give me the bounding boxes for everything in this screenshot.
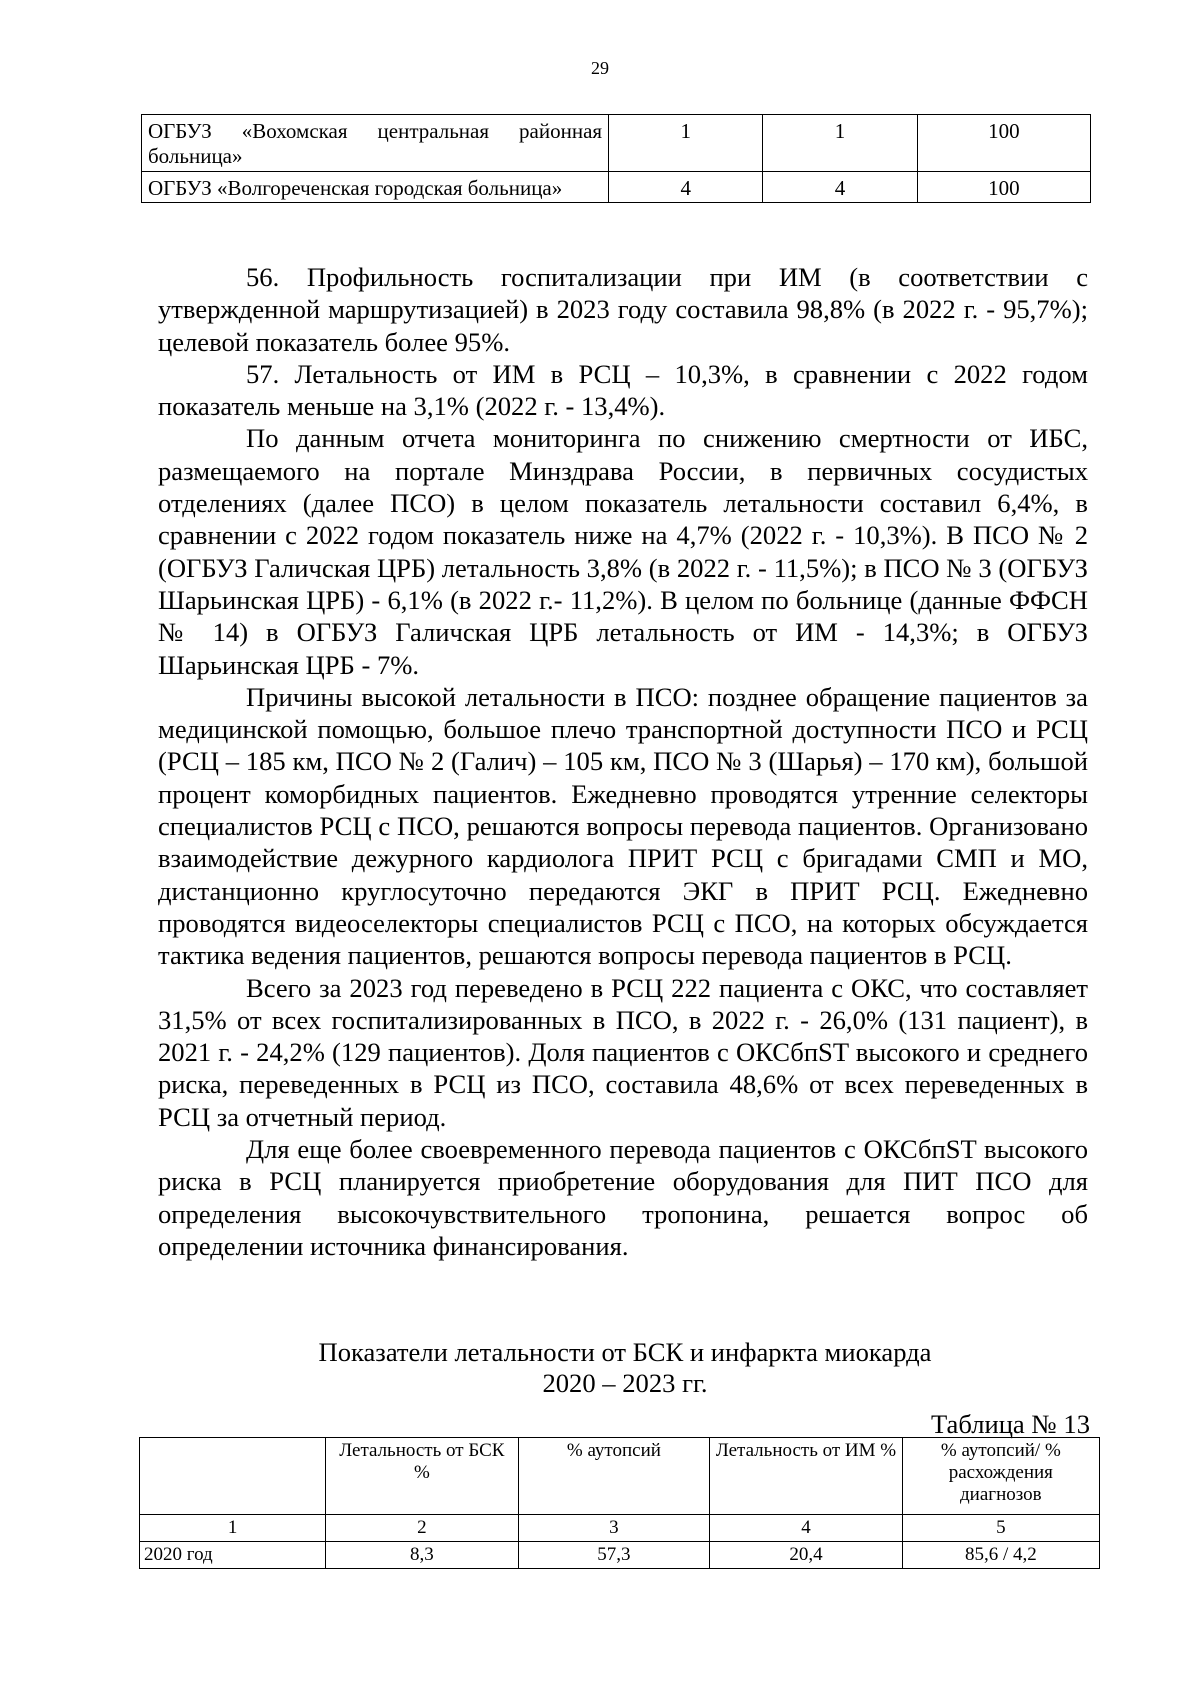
table-cell: 1 [609,115,763,172]
column-index: 1 [140,1515,326,1542]
column-index: 2 [326,1515,518,1542]
column-header: Летальность от ИМ % [710,1438,902,1515]
table-cell: 100 [917,115,1090,172]
table-header-row [140,1438,1100,1515]
table-number: Таблица № 13 [930,1409,1090,1439]
table-cell: 100 [917,171,1090,203]
table-cell: 57,3 [518,1541,710,1568]
hospital-name: ОГБУЗ «Волгореченская городская больница» [142,171,609,203]
column-index-row [140,1515,1100,1542]
table-row [142,115,1091,172]
column-index: 3 [518,1515,710,1542]
row-year: 2020 год [140,1541,326,1568]
column-header: Летальность от БСК % [326,1438,518,1515]
column-index: 5 [902,1515,1099,1542]
paragraph-plans: Для еще более своевременного перевода пациентов с ОКСбпST высокого риска в РСЦ планируется приобретение оборудования для ПИТ ПСО для определения высокочувствительного тропонина, решается вопрос об определении источника финансирования. [158,1134,1088,1261]
table-title-years: 2020 – 2023 гг. [542,1368,708,1398]
table-cell: 85,6 / 4,2 [902,1541,1099,1568]
mortality-table [139,1437,1100,1569]
table-title [0,1337,1200,1399]
paragraph-transfers: Всего за 2023 год переведено в РСЦ 222 пациента с ОКС, что составляет 31,5% от всех госпитализированных в ПСО, в 2022 г. - 26,0% (131 пациент), в 2021 г. - 24,2% (129 пациентов). Доля пациентов с ОКСбпST высокого и среднего риска, переведенных в РСЦ из ПСО, составила 48,6% от всех переведенных в РСЦ за отчетный период. [158,972,1088,1132]
paragraph-56: 56. Профильность госпитализации при ИМ (в соответствии с утвержденной маршрутизацией) в 2023 году составила 98,8% (в 2022 г. - 95,7%); целевой показатель более 95%. [158,262,1088,357]
table-row [142,171,1091,203]
table-cell: 20,4 [710,1541,902,1568]
table-title-line: Показатели летальности от БСК и инфаркта миокарда [318,1337,932,1367]
hospital-table [141,114,1091,203]
table-cell: 4 [609,171,763,203]
column-header: % аутопсий/ % расхождения диагнозов [902,1438,1099,1515]
column-header [140,1438,326,1515]
table-cell: 1 [763,115,917,172]
paragraph-57: 57. Летальность от ИМ в РСЦ – 10,3%, в сравнении с 2022 годом показатель меньше на 3,1% (2022 г. - 13,4%). [158,358,1088,422]
hospital-name: ОГБУЗ «Вохомская центральная районная больница» [142,115,609,172]
table-row [140,1541,1100,1568]
body-text [158,261,1088,1262]
paragraph-monitoring: По данным отчета мониторинга по снижению смертности от ИБС, размещаемого на портале Минздрава России, в первичных сосудистых отделениях (далее ПСО) в целом показатель летальности составил 6,4%, в сравнении с 2022 годом показатель ниже на 4,7% (2022 г. - 10,3%). В ПСО № 2 (ОГБУЗ Галичская ЦРБ) летальность 3,8% (в 2022 г. - 11,5%); в ПСО № 3 (ОГБУЗ Шарьинская ЦРБ) - 6,1% (в 2022 г.- 11,2%). В целом по больнице (данные ФФСН № 14) в ОГБУЗ Галичская ЦРБ летальность от ИМ - 14,3%; в ОГБУЗ Шарьинская ЦРБ - 7%. [158,423,1088,680]
paragraph-causes: Причины высокой летальности в ПСО: позднее обращение пациентов за медицинской помощью, большое плечо транспортной доступности ПСО и РСЦ (РСЦ – 185 км, ПСО № 2 (Галич) – 105 км, ПСО № 3 (Шарья) – 170 км), большой процент коморбидных пациентов. Ежедневно проводятся утренние селекторы специалистов РСЦ с ПСО, решаются вопросы перевода пациентов. Организовано взаимодействие дежурного кардиолога ПРИТ РСЦ с бригадами СМП и МО, дистанционно круглосуточно передаются ЭКГ в ПРИТ РСЦ. Ежедневно проводятся видеоселекторы специалистов РСЦ с ПСО, на которых обсуждается тактика ведения пациентов, решаются вопросы перевода пациентов в РСЦ. [158,681,1088,971]
column-header: % аутопсий [518,1438,710,1515]
page-number: 29 [591,58,609,78]
table-cell: 4 [763,171,917,203]
table-cell: 8,3 [326,1541,518,1568]
column-index: 4 [710,1515,902,1542]
